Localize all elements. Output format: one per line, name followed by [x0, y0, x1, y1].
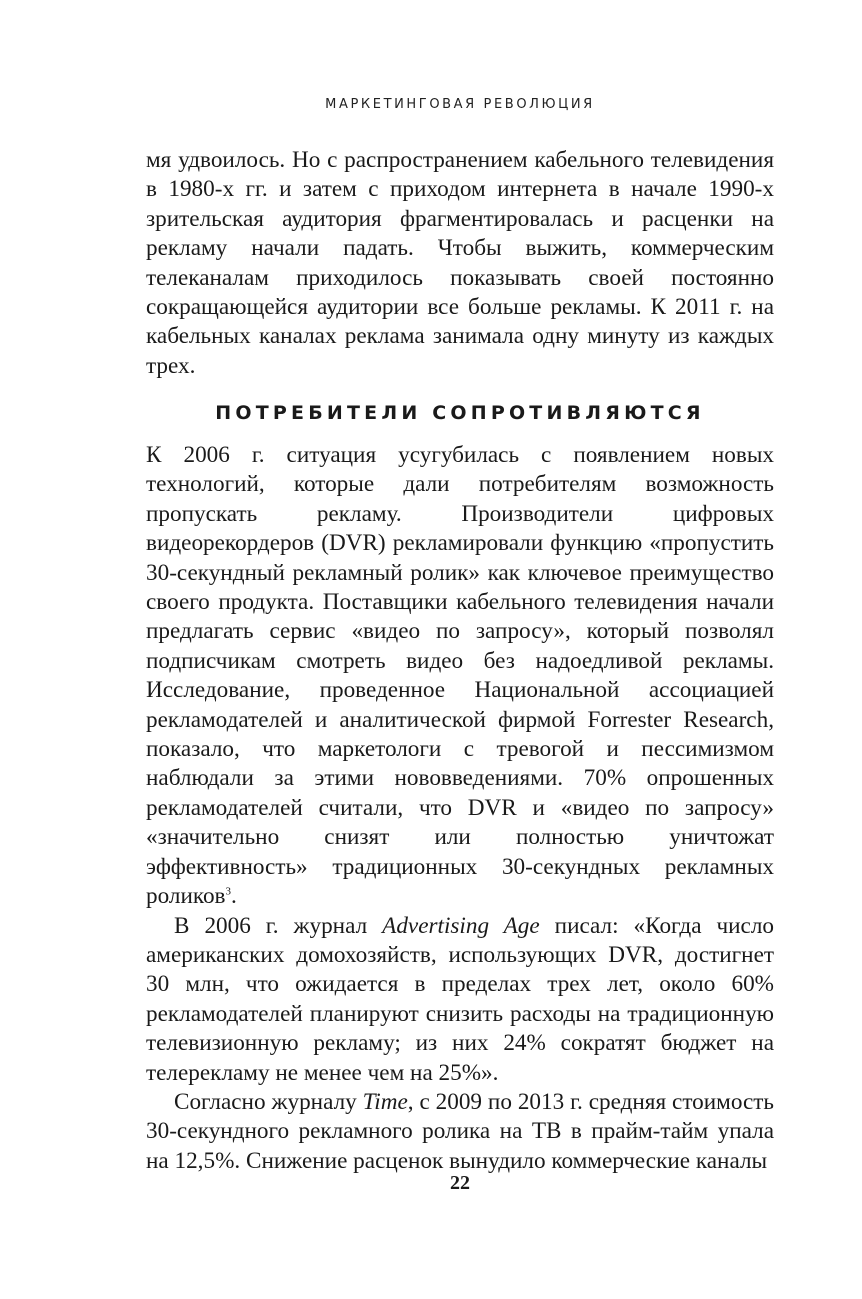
section-heading: ПОТРЕБИТЕЛИ СОПРОТИВЛЯЮТСЯ: [215, 402, 705, 424]
text-block-continuation: [146, 146, 774, 381]
paragraph-continuation: мя удвоилось. Но с распространением кабельного телевидения в 1980-х гг. и затем с приходом интернета в начале 1990-х зрительская аудитория фрагментировалась и расценки на рекламу начали падать. Чтобы выжить, коммерческим телеканалам приходилось показывать своей постоянно сокращающейся аудитории все больше рекламы. К 2011 г. на кабельных каналах реклама занимала одну минуту из каждых трех.: [146, 147, 774, 379]
magazine-title: Advertising Age: [382, 912, 540, 939]
paragraph-3: [146, 1088, 774, 1176]
paragraph-2: [146, 912, 774, 1088]
paragraph-3-rest: , с 2009 по 2013 г. средняя стоимость 30-секундного рекламного ролика на ТВ в прайм-тайм упала на 12,5%. Снижение расценок вынудило коммерческие каналы: [146, 1088, 774, 1174]
footnote-ref: 3: [225, 885, 231, 898]
paragraph-2-start: В 2006 г. журнал: [174, 912, 383, 939]
paragraph-2-rest: писал: «Когда число американских домохозяйств, использующих DVR, достигнет 30 млн, что ожидается в пределах трех лет, около 60% рекламодателей планируют снизить расходы на традиционную телевизионную рекламу; из них 24% сократят бюджет на телерекламу не менее чем на 25%».: [146, 912, 774, 1086]
paragraph-1-end: .: [231, 883, 237, 910]
running-header: МАРКЕТИНГОВАЯ РЕВОЛЮЦИЯ: [325, 97, 595, 112]
magazine-title-time: Time: [362, 1088, 408, 1115]
text-block-section: [146, 441, 774, 1176]
page-number: 22: [450, 1172, 470, 1194]
paragraph-1: [146, 441, 774, 912]
paragraph-3-start: Согласно журналу: [174, 1088, 363, 1115]
paragraph-1-text: К 2006 г. ситуация усугубилась с появлением новых технологий, которые дали потребителям возможность пропускать рекламу. Производители цифровых видеорекордеров (DVR) рекламировали функцию «пропустить 30-секундный рекламный ролик» как ключевое преимущество своего продукта. Поставщики кабельного телевидения начали предлагать сервис «видео по запросу», который позволял подписчикам смотреть видео без надоедливой рекламы. Исследование, проведенное Национальной ассоциацией рекламодателей и аналитической фирмой Forrester Research, показало, что маркетологи с тревогой и пессимизмом наблюдали за этими нововведениями. 70% опрошенных рекламодателей считали, что DVR и «видео по запросу» «значительно снизят или полностью уничтожат эффективность» традиционных 30-секундных рекламных роликов: [146, 442, 774, 910]
